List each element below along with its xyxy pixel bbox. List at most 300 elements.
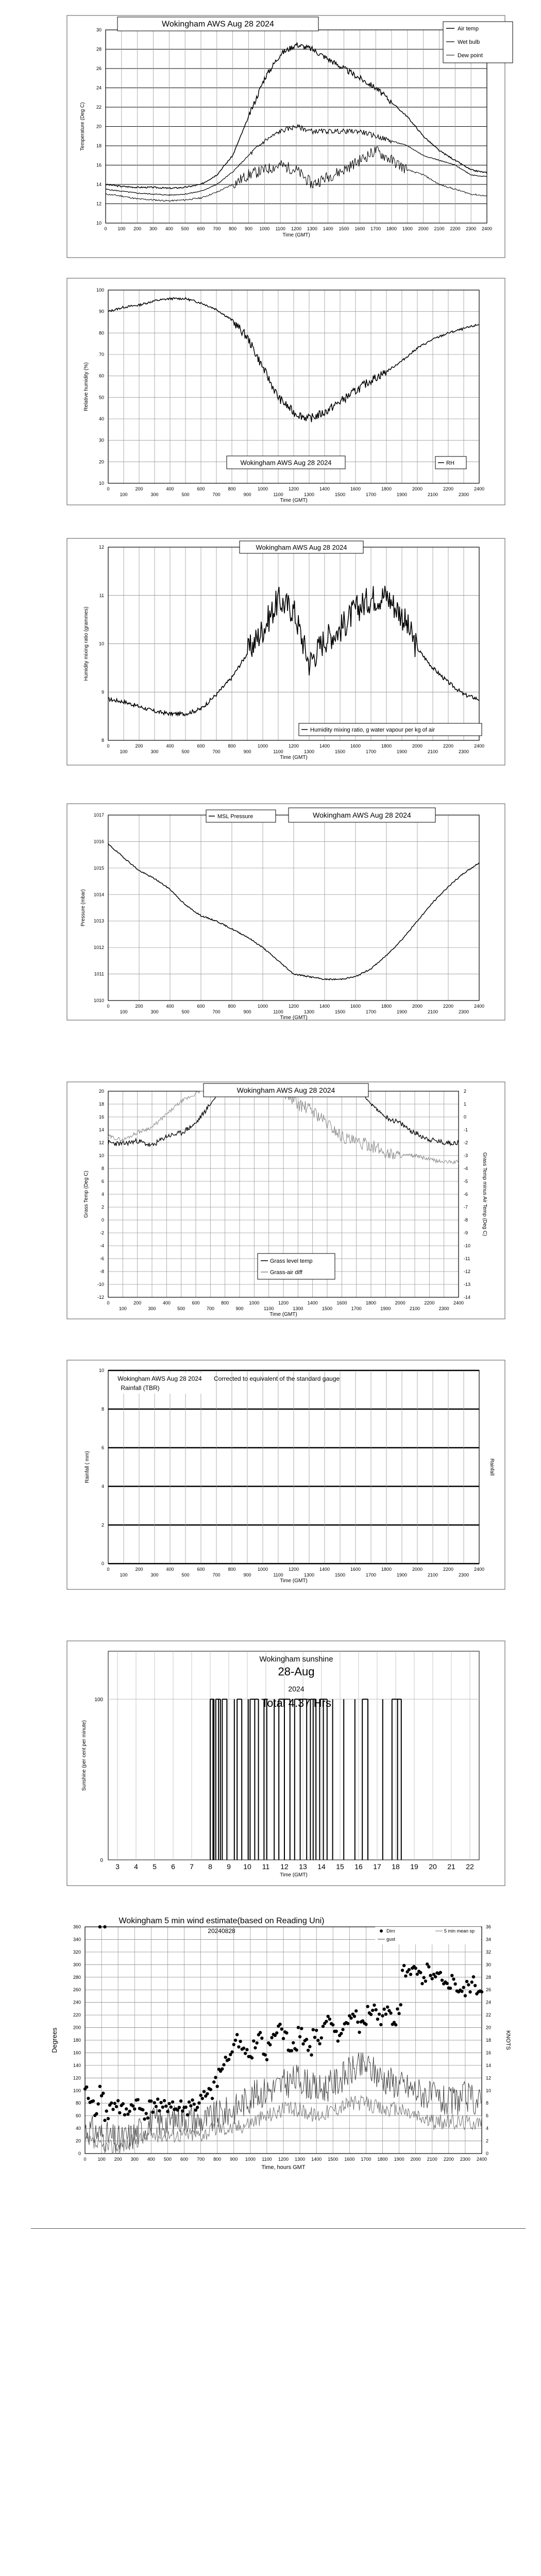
direction-point [199,2094,202,2097]
direction-point [242,2046,245,2049]
direction-point [404,1974,407,1977]
x-tick-label: 2200 [424,1300,435,1306]
y-axis-label: Temperature (Deg C) [80,102,86,151]
x-tick-label: 1200 [278,1300,289,1306]
direction-point [378,2012,381,2015]
direction-point [322,2025,325,2028]
direction-point [111,2108,114,2111]
direction-point [155,2105,158,2108]
x-tick-label: 2000 [395,1300,405,1306]
x-tick-label: 8 [208,1862,212,1871]
direction-point [164,2105,167,2108]
x-tick-label: 1300 [295,2157,306,2162]
x-tick-label: 600 [197,486,205,492]
x-tick-label: 2400 [474,743,485,749]
direction-point [371,2009,374,2012]
x-tick-label: 11 [262,1862,270,1871]
direction-point [237,2045,240,2048]
direction-point [136,2098,139,2101]
chart-title: Wokingham AWS Aug 28 2024 [236,1086,335,1094]
direction-point [354,2009,358,2012]
y-tick-label: 80 [98,330,104,336]
direction-point [386,2005,389,2008]
y2-tick-label: 10 [486,2088,492,2093]
y-tick-label: 0 [101,1561,104,1566]
y-tick-label: 9 [101,689,104,695]
x-tick-label: 3 [115,1862,120,1871]
x-tick-label: 2300 [458,492,469,497]
x-tick-label: 300 [149,226,158,231]
direction-point [98,1925,102,1928]
direction-point [416,1973,419,1976]
direction-point [253,2046,257,2049]
x-tick-label: 2000 [412,1567,423,1572]
x-tick-label: 2200 [443,1004,454,1009]
x-tick-label: 1400 [311,2157,322,2162]
y2-tick-label: 22 [486,2012,492,2018]
direction-point [389,2011,392,2014]
legend-label: Air temp [458,26,479,32]
x-tick-label: 1500 [334,1009,346,1014]
direction-point [235,2033,239,2036]
y2-tick-label: -8 [464,1217,468,1223]
direction-point [310,2053,313,2056]
x-tick-label: 700 [197,2157,205,2162]
chart-subtitle: 28-Aug [278,1665,315,1678]
y-tick-label: 0 [100,1858,103,1863]
legend-label: gust [386,1937,396,1942]
y-tick-label: 1017 [93,812,104,818]
y2-tick-label: -12 [464,1269,471,1274]
x-tick-label: 2300 [438,1306,449,1311]
x-tick-label: 1300 [303,749,315,754]
y-tick-label: 16 [96,162,102,168]
direction-point [131,2104,134,2107]
x-tick-label: 1100 [273,492,283,497]
x-tick-label: 4 [134,1862,138,1871]
direction-point [212,2080,215,2083]
x-tick-label: 200 [135,743,143,749]
legend-label: Humidity mixing ratio, g water vapour per kg of air [310,727,435,733]
x-tick-label: 400 [166,1004,174,1009]
x-tick-label: 0 [107,1567,110,1572]
legend-label: Wet bulb [458,39,480,45]
y-tick-label: 100 [73,2088,81,2093]
x-tick-label: 1700 [351,1306,362,1311]
legend-label: Grass-air diff [270,1269,302,1276]
y2-tick-label: 24 [486,1999,492,2005]
y-tick-label: 1012 [93,945,104,951]
direction-point [340,2032,343,2035]
direction-point [125,2107,128,2110]
direction-point [156,2097,159,2100]
x-tick-label: 100 [97,2157,106,2162]
x-axis-label: Time (GMT) [280,498,308,503]
direction-point [358,2030,361,2033]
y2-tick-label: -11 [464,1256,470,1261]
x-tick-label: 2200 [450,226,461,231]
x-tick-label: 1800 [381,743,392,749]
x-tick-label: 1300 [307,226,317,231]
x-tick-label: 20 [429,1862,437,1871]
x-tick-label: 600 [180,2157,189,2162]
direction-point [188,2100,191,2104]
legend-label: Dew point [458,53,483,59]
y2-tick-label: 1 [464,1101,467,1107]
direction-point [431,1977,434,1980]
x-tick-label: 700 [212,749,221,754]
direction-point [328,2018,331,2021]
direction-point [474,1984,477,1987]
direction-point [450,1974,453,1977]
y-tick-label: 10 [98,1153,104,1158]
x-tick-label: 13 [299,1862,307,1871]
direction-point [346,2022,349,2025]
direction-point [166,2110,169,2113]
y-tick-label: 220 [73,2012,81,2018]
direction-point [462,1986,465,1989]
y-tick-label: 40 [98,416,104,421]
x-tick-label: 900 [243,1572,251,1578]
y-tick-label: 320 [73,1949,81,1955]
direction-point [153,2101,156,2104]
y-tick-label: 0 [78,2151,81,2156]
y-tick-label: 4 [101,1192,104,1197]
y-tick-label: 40 [75,2126,81,2131]
direction-point [239,2040,242,2043]
direction-point [452,1977,455,1980]
x-tick-label: 200 [135,1567,143,1572]
x-tick-label: 1500 [322,1306,333,1311]
x-tick-label: 300 [130,2157,139,2162]
direction-point [115,2105,118,2108]
y-tick-label: 16 [98,1114,104,1120]
direction-point [264,2053,267,2056]
direction-point [464,1994,467,1997]
x-tick-label: 1500 [328,2157,339,2162]
y-axis-label: Rainfall ( mm) [84,1451,90,1483]
direction-point [379,2023,382,2026]
x-tick-label: 700 [212,1009,221,1014]
y-tick-label: 60 [75,2113,81,2119]
y2-tick-label: 2 [486,2138,489,2144]
direction-point [103,2119,106,2122]
y-tick-label: 6 [101,1445,104,1450]
x-tick-label: 1300 [303,492,315,497]
x-tick-label: 1000 [257,486,268,492]
y2-tick-label: -9 [464,1230,468,1235]
direction-point [209,2088,212,2091]
x-tick-label: 2000 [412,743,423,749]
y-tick-label: 2 [101,1205,104,1210]
x-tick-label: 1000 [257,1567,268,1572]
direction-point [206,2092,209,2095]
x-tick-label: 1600 [350,743,361,749]
x-tick-label: 200 [133,1300,142,1306]
x-tick-label: 2100 [427,1572,438,1578]
direction-point [305,2038,308,2041]
x-tick-label: 1400 [319,1567,330,1572]
y-tick-label: 120 [73,2075,81,2081]
y-tick-label: 8 [101,738,104,743]
x-tick-label: 700 [212,1572,221,1578]
x-tick-label: 1900 [394,2157,404,2162]
y-tick-label: 10 [98,641,104,647]
x-tick-label: 800 [228,743,236,749]
direction-point [402,1964,405,1967]
y2-tick-label: -1 [464,1127,468,1132]
x-tick-label: 100 [120,1572,128,1578]
y-tick-label: 80 [75,2100,81,2106]
y-tick-label: 90 [98,309,104,314]
x-tick-label: 6 [171,1862,175,1871]
x-tick-label: 2300 [458,749,469,754]
x-tick-label: 1000 [257,743,268,749]
x-tick-label: 1700 [365,492,377,497]
x-tick-label: 7 [190,1862,194,1871]
direction-point [105,2109,108,2112]
direction-point [123,2113,126,2116]
x-tick-label: 2000 [418,226,429,231]
y-tick-label: 12 [96,201,102,207]
direction-point [384,2012,387,2015]
x-tick-label: 900 [244,226,253,231]
x-tick-label: 500 [181,749,190,754]
x-tick-label: 2200 [443,1567,454,1572]
x-tick-label: 800 [228,1567,236,1572]
direction-point [133,2107,136,2110]
y-tick-label: -6 [99,1256,104,1261]
y-tick-label: 100 [94,1697,103,1703]
x-tick-label: 1100 [273,749,283,754]
y-axis-label: Humidity mixing ratio (grammes) [83,606,89,681]
direction-point [334,2030,337,2033]
direction-point [427,1965,430,1968]
y-tick-label: 60 [98,373,104,379]
y2-tick-label: 6 [486,2113,489,2119]
direction-point [95,2112,98,2115]
direction-point [163,2099,166,2102]
direction-point [85,2086,88,2089]
direction-point [211,2097,214,2100]
chart-total: Total 4.37 Hrs [261,1697,331,1709]
direction-point [374,2008,377,2011]
y2-axis-label: Rainfall [489,1458,495,1476]
direction-point [282,2037,285,2040]
direction-point [465,1980,468,1983]
x-tick-label: 800 [229,226,237,231]
direction-point [270,2036,273,2039]
x-tick-label: 500 [181,1572,190,1578]
direction-point [312,2028,315,2031]
x-tick-label: 1600 [350,486,361,492]
x-tick-label: 2400 [476,2157,487,2162]
x-tick-label: 700 [212,492,221,497]
direction-point [408,1968,411,1971]
direction-point [453,1982,457,1986]
y-tick-label: 240 [73,1999,81,2005]
direction-point [424,1979,427,1982]
direction-point [214,2076,217,2079]
x-tick-label: 1800 [365,1300,377,1306]
x-tick-label: 600 [197,1567,205,1572]
direction-point [381,2014,384,2017]
x-tick-label: 900 [243,1009,251,1014]
x-axis-label: Time (GMT) [280,1578,308,1584]
x-tick-label: 1500 [334,749,346,754]
chart-note: Corrected to equivalent of the standard gauge [214,1375,340,1382]
direction-point [396,2007,399,2010]
direction-point [297,2026,300,2029]
direction-point [178,2106,181,2109]
direction-point [159,2101,162,2104]
x-tick-label: 1700 [361,2157,371,2162]
direction-point [422,1976,426,1979]
chart-title: Wokingham AWS Aug 28 2024 [117,1375,202,1382]
y2-tick-label: -10 [464,1243,471,1248]
direction-point [230,2050,233,2054]
y-tick-label: 6 [101,1179,104,1184]
direction-point [301,2042,305,2045]
x-tick-label: 15 [336,1862,344,1871]
y-tick-label: 8 [101,1406,104,1412]
direction-point [369,2013,373,2016]
x-tick-label: 1800 [381,1567,392,1572]
y-tick-label: 28 [96,46,102,52]
y-tick-label: -4 [99,1243,104,1248]
x-tick-label: 2300 [458,1009,469,1014]
x-tick-label: 400 [165,226,173,231]
chart-title: Wokingham AWS Aug 28 2024 [240,459,332,467]
y2-tick-label: -3 [464,1153,468,1158]
x-tick-label: 900 [243,492,251,497]
direction-point [308,2045,311,2048]
x-tick-label: 1200 [288,1567,299,1572]
x-tick-label: 1400 [319,486,330,492]
x-tick-label: 1700 [365,1009,377,1014]
direction-point [143,2117,146,2121]
x-axis-label: Time (GMT) [280,1872,308,1878]
direction-point [149,2099,153,2103]
x-tick-label: 1600 [344,2157,355,2162]
y2-tick-label: 2 [464,1089,467,1094]
direction-point [255,2041,258,2044]
x-tick-label: 1300 [303,1572,315,1578]
x-tick-label: 2000 [412,1004,423,1009]
x-tick-label: 19 [410,1862,418,1871]
x-tick-label: 800 [228,1004,236,1009]
direction-point [215,2084,218,2088]
chart-subtitle: Rainfall (TBR) [121,1384,160,1392]
y-tick-label: 1016 [93,839,104,844]
y2-tick-label: 4 [486,2126,489,2131]
y2-tick-label: 30 [486,1962,492,1968]
x-tick-label: 600 [197,743,205,749]
x-tick-label: 2400 [474,1004,485,1009]
direction-point [128,2110,131,2113]
direction-point [227,2058,230,2061]
x-tick-label: 500 [181,1009,190,1014]
y-tick-label: 160 [73,2050,81,2056]
x-tick-label: 0 [107,1004,110,1009]
direction-point [158,2109,161,2112]
direction-point [401,1969,404,1972]
y-axis-label: Degrees [50,2027,58,2053]
x-tick-label: 1600 [354,226,365,231]
x-tick-label: 100 [117,226,126,231]
x-tick-label: 600 [197,226,205,231]
direction-point [445,1982,448,1985]
bottom-separator [31,2228,526,2229]
direction-point [353,2015,356,2018]
direction-point [315,2029,318,2032]
direction-point [118,2111,121,2114]
direction-point [414,1967,417,1970]
direction-point [141,2108,144,2111]
x-tick-label: 1500 [334,492,346,497]
x-tick-label: 9 [227,1862,231,1871]
chart-title: Wokingham AWS Aug 28 2024 [256,544,347,551]
y2-tick-label: 32 [486,1949,492,1955]
x-tick-label: 500 [163,2157,172,2162]
x-tick-label: 100 [120,1009,128,1014]
direction-point [259,2031,262,2034]
x-tick-label: 2100 [427,749,438,754]
y2-tick-label: 36 [486,1924,492,1929]
direction-point [186,2113,189,2116]
direction-point [383,2008,386,2011]
x-tick-label: 2200 [443,486,454,492]
direction-point [280,2027,283,2030]
legend-label: RH [446,460,454,466]
y2-tick-label: 28 [486,1974,492,1980]
x-tick-label: 17 [373,1862,381,1871]
x-tick-label: 1700 [365,1572,377,1578]
direction-point [460,1990,463,1993]
x-tick-label: 2400 [474,486,485,492]
y-tick-label: 1011 [94,971,104,977]
direction-point [420,1982,424,1985]
y2-tick-label: 0 [464,1114,467,1120]
x-tick-label: 1900 [396,749,408,754]
direction-point [161,2106,164,2109]
x-tick-label: 1800 [386,226,397,231]
y2-tick-label: -4 [464,1166,468,1171]
x-tick-label: 400 [162,1300,171,1306]
x-tick-label: 1000 [259,226,270,231]
x-tick-label: 1800 [377,2157,388,2162]
x-tick-label: 1400 [323,226,333,231]
direction-point [170,2105,173,2108]
x-tick-label: 2300 [458,1572,469,1578]
direction-point [224,2056,227,2059]
x-tick-label: 100 [119,1306,127,1311]
x-tick-label: 2100 [427,492,438,497]
y-tick-label: 300 [73,1962,81,1968]
direction-point [285,2031,288,2035]
x-tick-label: 2200 [443,2157,454,2162]
direction-point [222,2063,225,2066]
x-tick-label: 2000 [410,2157,421,2162]
x-tick-label: 1100 [262,2157,272,2162]
x-tick-label: 1900 [402,226,413,231]
y-axis-label: Sunshine (per cent per minute) [81,1720,87,1791]
y-tick-label: 100 [96,287,104,293]
y-tick-label: 30 [98,437,104,443]
y-tick-label: 280 [73,1974,81,1980]
direction-point [300,2027,303,2030]
direction-point [201,2097,204,2100]
